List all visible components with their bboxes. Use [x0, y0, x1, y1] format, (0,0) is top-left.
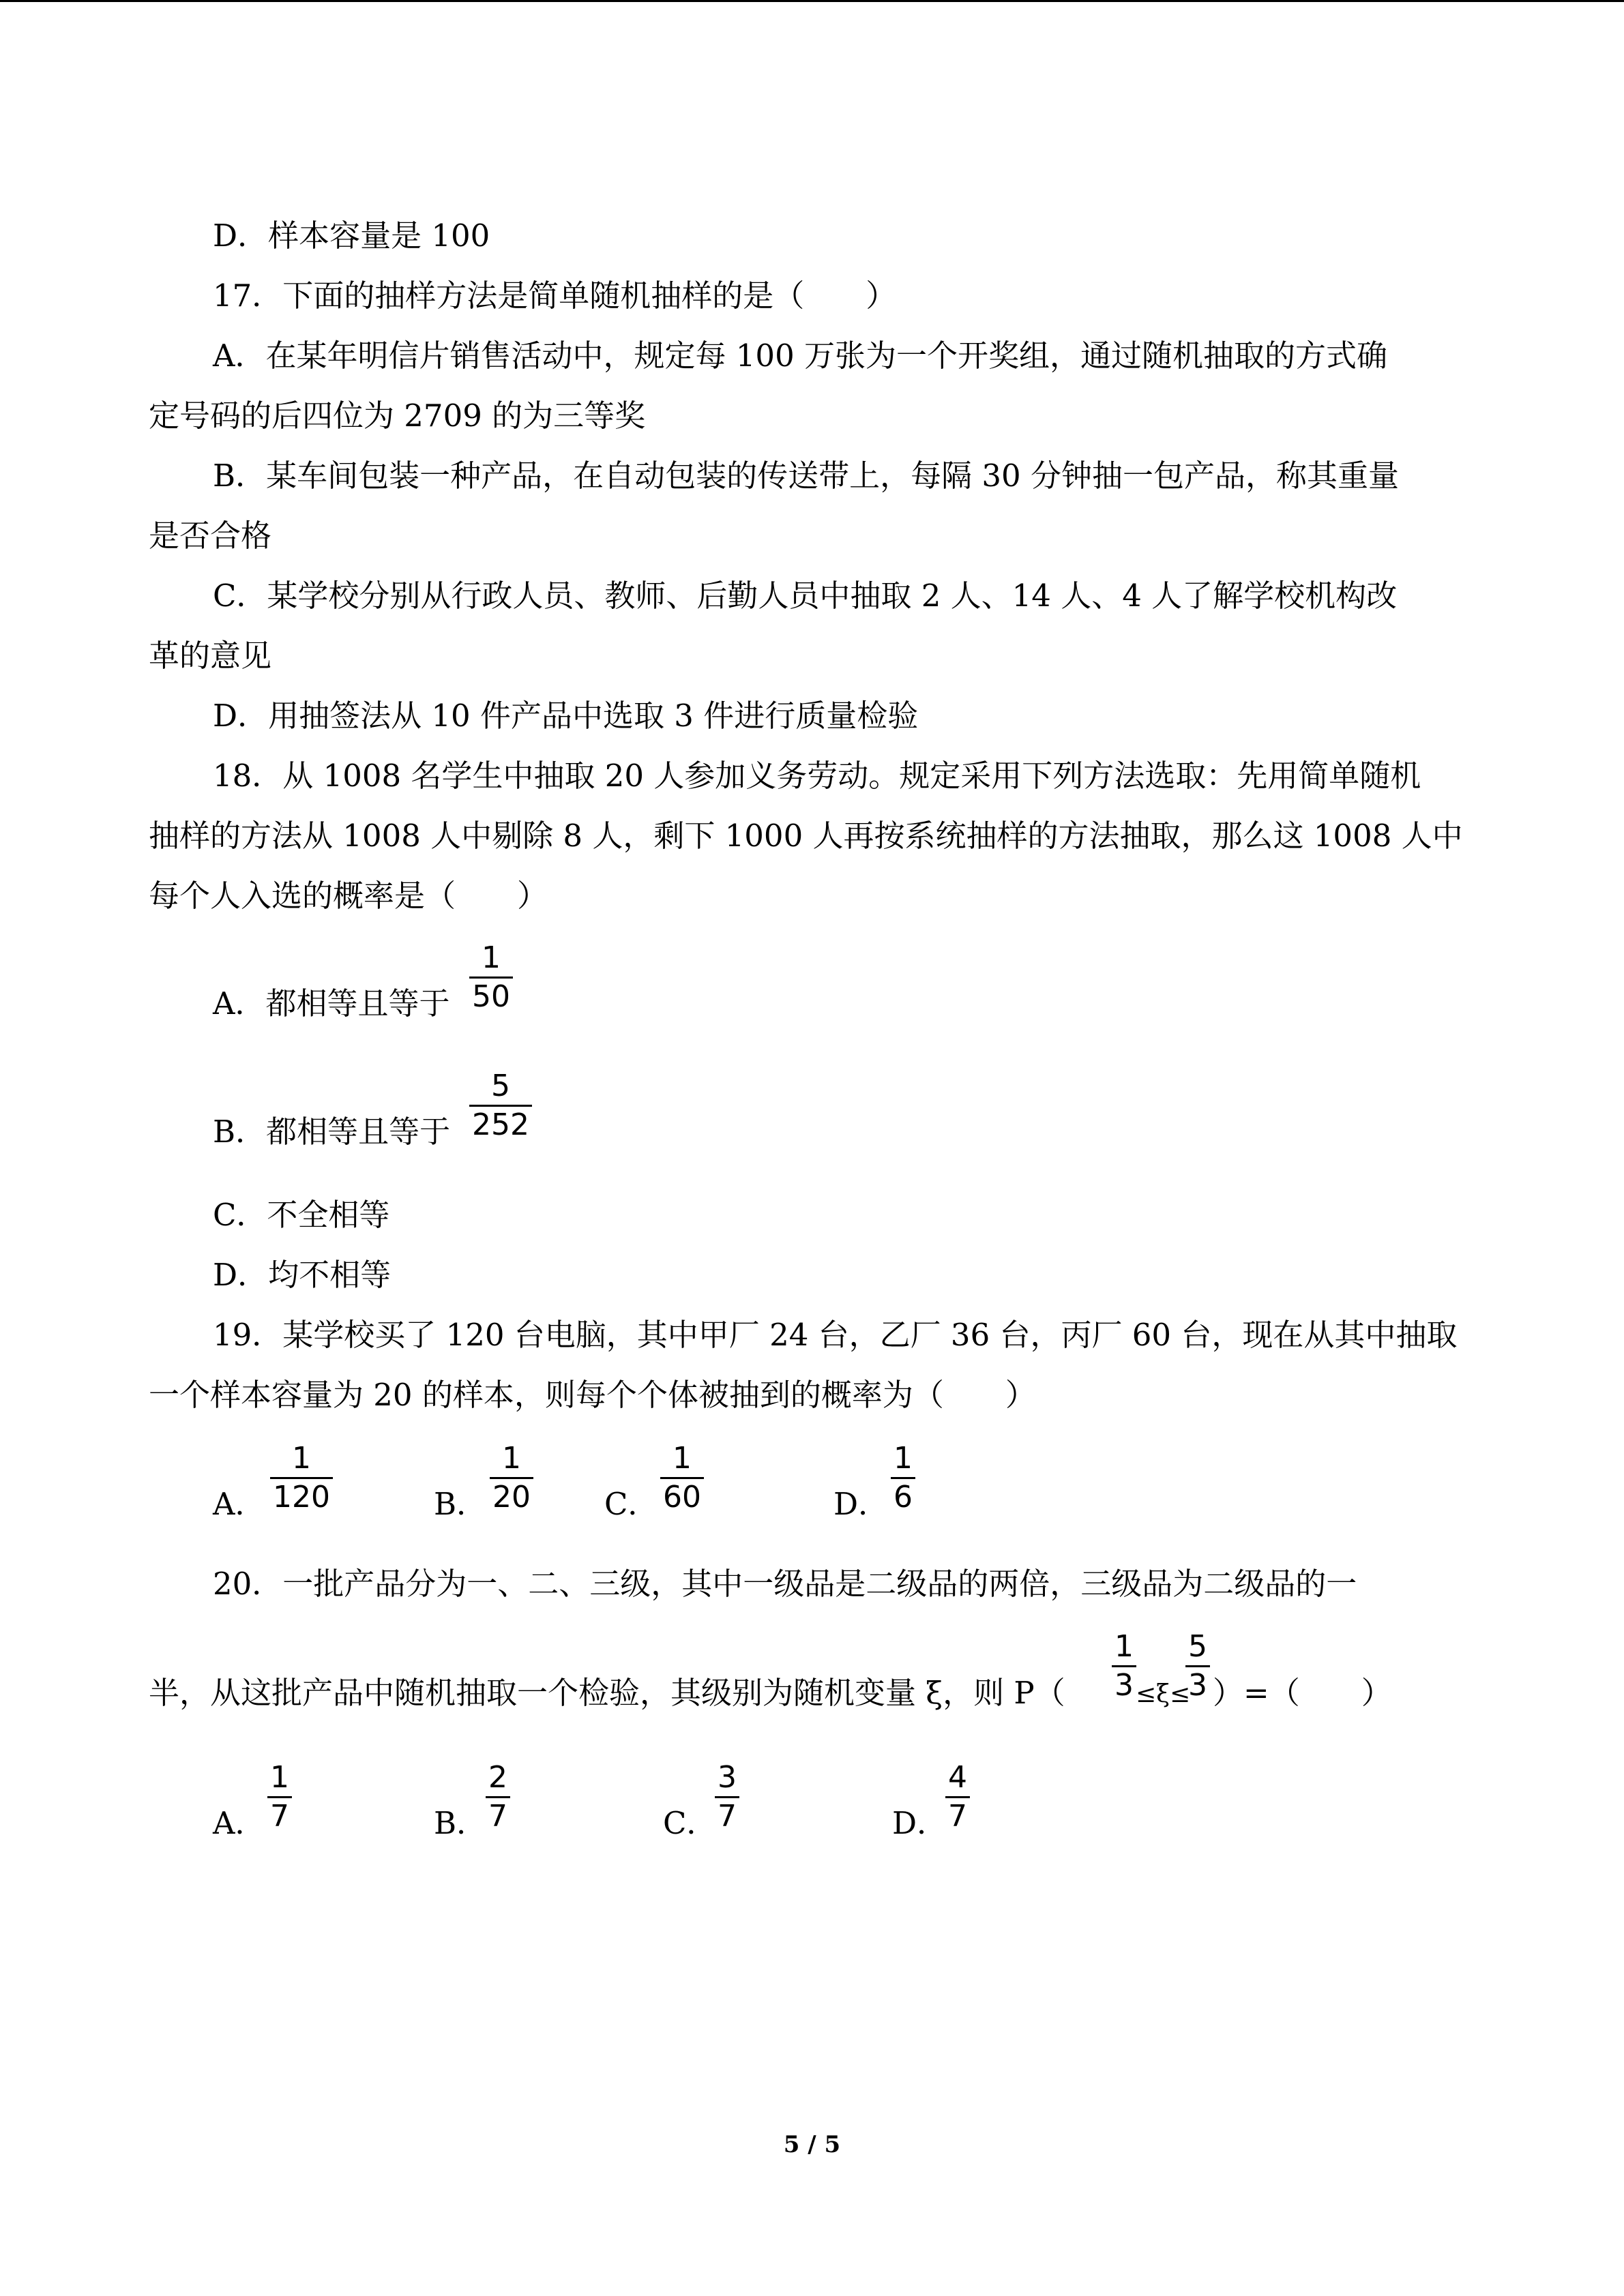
q20-upper-bound-fraction: [1185, 1628, 1210, 1704]
fraction-numerator: 1: [291, 1441, 311, 1476]
q18-option-a-text: A．都相等且等于: [213, 985, 450, 1022]
fraction-denominator: 60: [663, 1480, 701, 1515]
q20-option-a-fraction: [267, 1759, 292, 1835]
q17-option-c-line2: 革的意见: [149, 638, 272, 674]
q20-lower-bound-fraction: [1112, 1628, 1136, 1704]
fraction-denominator: 252: [472, 1107, 529, 1142]
q20-option-d-label: D．: [892, 1805, 948, 1841]
fraction-denominator: 6: [894, 1480, 913, 1515]
fraction-denominator: 120: [273, 1480, 330, 1515]
fraction-denominator: 7: [488, 1799, 507, 1834]
q18-stem-line3: 每个人入选的概率是（ ）: [149, 878, 548, 914]
fraction-numerator: 1: [502, 1441, 521, 1476]
q18-option-a-fraction: [469, 940, 513, 1015]
q18-stem-line1: 18．从 1008 名学生中抽取 20 人参加义务劳动。规定采用下列方法选取：先用简单随机: [213, 758, 1421, 794]
q17-stem: 17．下面的抽样方法是简单随机抽样的是（ ）: [213, 278, 897, 314]
q20-option-b-label: B．: [434, 1805, 488, 1841]
q19-option-a-label: A．: [213, 1486, 266, 1522]
q19-option-b-fraction: [490, 1440, 533, 1516]
q20-inequality: ≤ξ≤: [1136, 1680, 1191, 1708]
q19-option-a-fraction: [270, 1440, 333, 1516]
fraction-denominator: 20: [492, 1480, 531, 1515]
q17-option-b-line1: B．某车间包装一种产品，在自动包装的传送带上，每隔 30 分钟抽一包产品，称其重量: [213, 458, 1399, 494]
fraction-numerator: 5: [490, 1069, 510, 1103]
q20-option-b-fraction: [486, 1759, 510, 1835]
q19-option-c-fraction: [660, 1440, 704, 1516]
page-top-border: [0, 0, 1624, 2]
q20-stem-line2: 半，从这批产品中随机抽取一个检验，其级别为随机变量 ξ，则 P（: [149, 1675, 1065, 1711]
fraction-denominator: 7: [270, 1799, 289, 1834]
fraction-numerator: 4: [948, 1760, 967, 1795]
q19-option-c-label: C．: [604, 1486, 659, 1522]
q18-option-d: D．均不相等: [213, 1257, 392, 1293]
q19-option-d-fraction: [891, 1440, 915, 1516]
page-number: 5 / 5: [783, 2131, 841, 2158]
q18-option-b-text: B．都相等且等于: [213, 1114, 451, 1150]
fraction-numerator: 1: [1114, 1629, 1134, 1664]
q17-option-c-line1: C．某学校分别从行政人员、教师、后勤人员中抽取 2 人、14 人、4 人了解学校机构改: [213, 578, 1398, 614]
q17-option-d: D．用抽签法从 10 件产品中选取 3 件进行质量检验: [213, 698, 919, 734]
q20-option-c-label: C．: [663, 1805, 718, 1841]
q16-option-d: D．样本容量是 100: [213, 218, 490, 254]
q20-option-a-label: A．: [213, 1805, 266, 1841]
q19-stem-line1: 19．某学校买了 120 台电脑，其中甲厂 24 台，乙厂 36 台，丙厂 60 台，现在从其中抽取: [213, 1317, 1458, 1353]
q19-stem-line2: 一个样本容量为 20 的样本，则每个个体被抽到的概率为（ ）: [149, 1377, 1036, 1413]
fraction-denominator: 7: [948, 1799, 967, 1834]
fraction-denominator: 7: [718, 1799, 737, 1834]
q17-option-b-line2: 是否合格: [149, 518, 272, 554]
fraction-denominator: 3: [1188, 1668, 1207, 1703]
q20-option-c-fraction: [715, 1759, 739, 1835]
q20-option-d-fraction: [945, 1759, 970, 1835]
fraction-numerator: 3: [718, 1760, 737, 1795]
fraction-denominator: 3: [1114, 1668, 1134, 1703]
q18-option-b-fraction: [469, 1068, 532, 1144]
fraction-numerator: 1: [482, 940, 501, 975]
fraction-numerator: 2: [488, 1760, 507, 1795]
fraction-numerator: 1: [270, 1760, 289, 1795]
q18-stem-line2: 抽样的方法从 1008 人中剔除 8 人，剩下 1000 人再按系统抽样的方法抽取，那么这 1008 人中: [149, 818, 1463, 854]
q18-option-c: C．不全相等: [213, 1197, 390, 1233]
q17-option-a-line1: A．在某年明信片销售活动中，规定每 100 万张为一个开奖组，通过随机抽取的方式确: [213, 338, 1387, 374]
fraction-numerator: 1: [894, 1441, 913, 1476]
q19-option-b-label: B．: [434, 1486, 488, 1522]
q19-option-d-label: D．: [833, 1486, 889, 1522]
fraction-numerator: 1: [673, 1441, 692, 1476]
fraction-denominator: 50: [472, 979, 510, 1014]
fraction-numerator: 5: [1188, 1629, 1207, 1664]
q17-option-a-line2: 定号码的后四位为 2709 的为三等奖: [149, 398, 646, 434]
q20-stem-line1: 20．一批产品分为一、二、三级，其中一级品是二级品的两倍，三级品为二级品的一: [213, 1566, 1357, 1602]
q20-stem-tail: ）=（ ）: [1213, 1675, 1392, 1711]
